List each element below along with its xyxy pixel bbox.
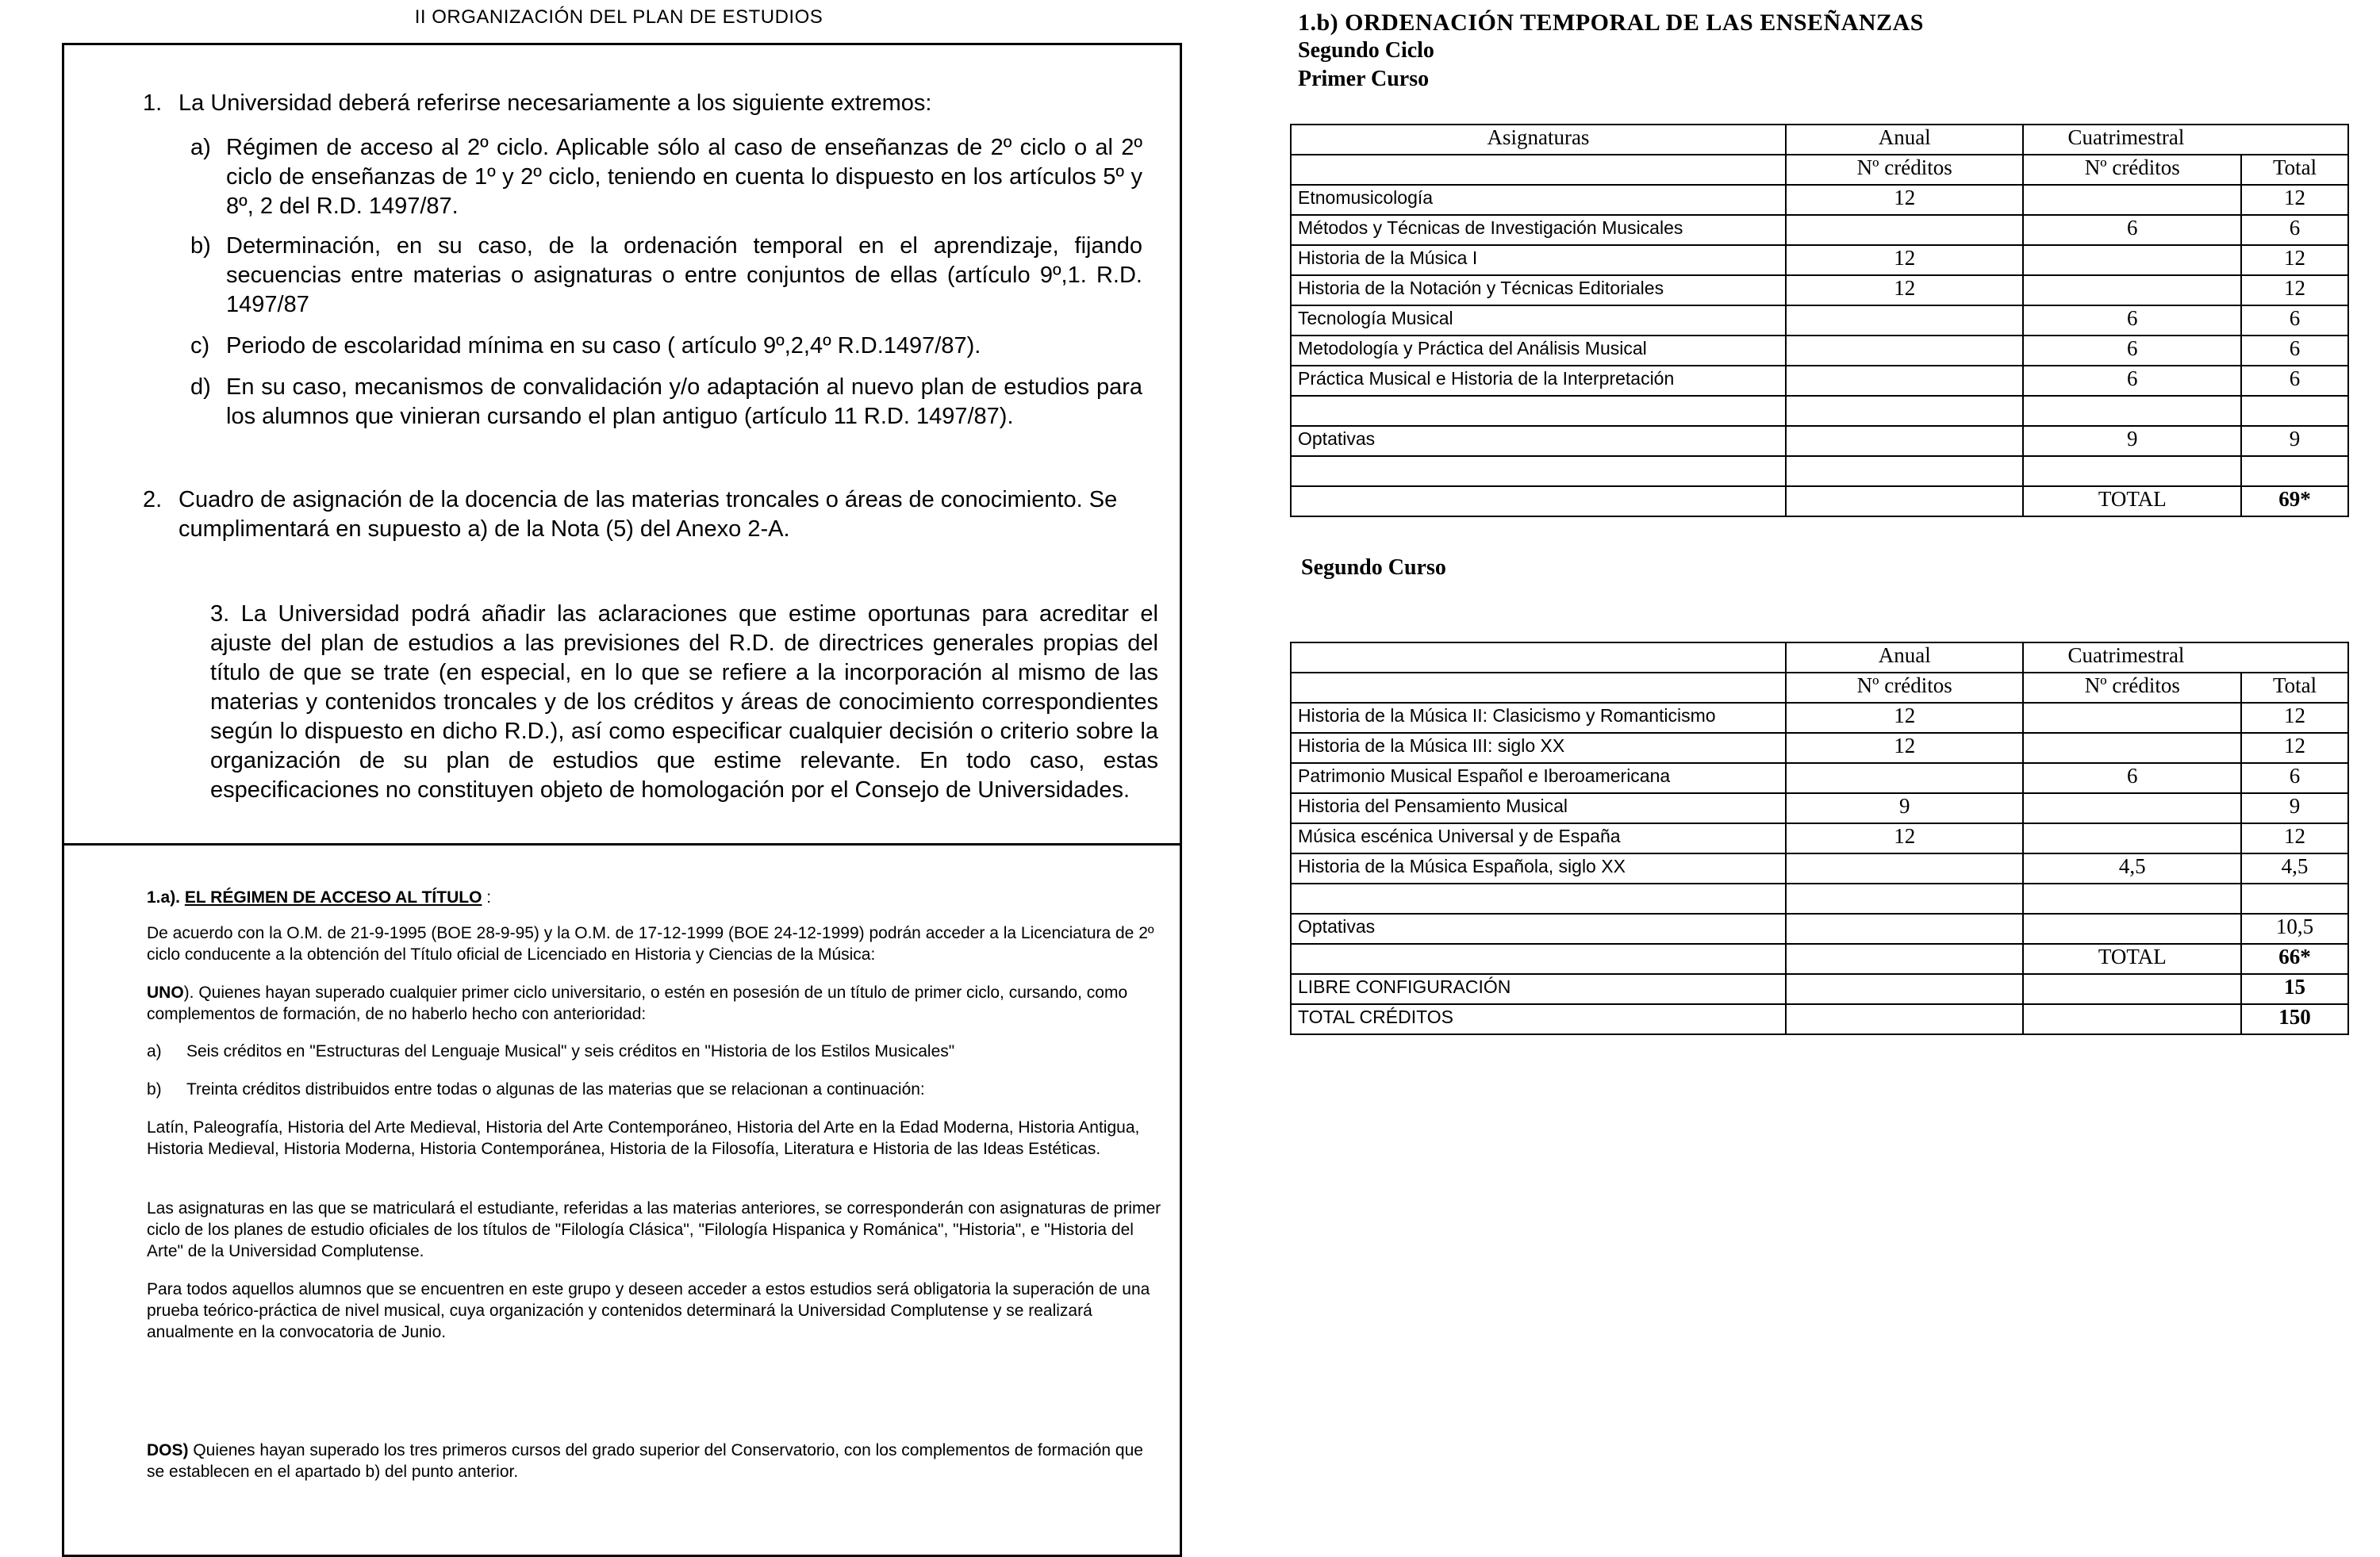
ordenacion-title: 1.b) ORDENACIÓN TEMPORAL DE LAS ENSEÑANZAS <box>1298 10 1924 36</box>
header-total: Total <box>2241 673 2348 703</box>
subject-name: Optativas <box>1291 426 1786 456</box>
total-creditos-label: TOTAL CRÉDITOS <box>1291 1004 1786 1034</box>
cuatrimestral-credits <box>2023 703 2241 733</box>
anual-credits <box>1786 763 2024 793</box>
header-anual: Anual <box>1786 125 2024 155</box>
subject-name: Historia de la Notación y Técnicas Editoriales <box>1291 275 1786 305</box>
subject-name: Metodología y Práctica del Análisis Musical <box>1291 336 1786 366</box>
table-row <box>1291 185 2348 215</box>
item-1b-letter: b) <box>190 233 211 259</box>
total-credits: 6 <box>2241 305 2348 336</box>
access-prueba: Para todos aquellos alumnos que se encuentren en este grupo y deseen acceder a estos estudios será obligatoria la superación de una prueba teórico-práctica de nivel musical, cuya organización y contenidos determinará la Universidad Complutense y se realizará anualmente en la convocatoria de Junio. <box>147 1280 1150 1341</box>
total-segundo-curso-value: 66* <box>2241 944 2348 974</box>
table-primer-curso <box>1290 124 2349 517</box>
libre-configuracion-row <box>1291 974 2348 1004</box>
item-1-text: La Universidad deberá referirse necesariamente a los siguiente extremos: <box>178 90 932 116</box>
access-dos-text: Quienes hayan superado los tres primeros cursos del grado superior del Conservatorio, con los complementos de formación que se establecen en el apartado b) del punto anterior. <box>147 1441 1143 1481</box>
access-b-text: Treinta créditos distribuidos entre todas o algunas de las materias que se relacionan a continuación: <box>186 1080 925 1099</box>
access-uno-text: ). Quienes hayan superado cualquier primer ciclo universitario, o estén en posesión de un título de primer ciclo, cursando, como complementos de formación, de no haberlo hecho con anterioridad: <box>147 984 1128 1023</box>
cuatrimestral-credits <box>2023 456 2241 486</box>
total-credits: 12 <box>2241 703 2348 733</box>
total-primer-curso-row <box>1291 486 2348 516</box>
anual-credits: 12 <box>1786 185 2024 215</box>
access-materias: Latín, Paleografía, Historia del Arte Medieval, Historia del Arte Contemporáneo, Historia del Arte en la Edad Moderna, Historia Antigua, Historia Medieval, Historia Moderna, Historia Contemporánea, Historia de la Filosofía, Literatura e Historia de las Ideas Estéticas. <box>147 1118 1140 1158</box>
table-row <box>1291 305 2348 336</box>
item-2-number: 2. <box>143 487 163 512</box>
libre-configuracion-label: LIBRE CONFIGURACIÓN <box>1291 974 1786 1004</box>
table-row <box>1291 366 2348 396</box>
anual-credits <box>1786 426 2024 456</box>
table-row <box>1291 245 2348 275</box>
subject-name: Historia del Pensamiento Musical <box>1291 793 1786 823</box>
subject-name <box>1291 456 1786 486</box>
access-title-number: 1.a). <box>147 888 181 907</box>
total-credits: 12 <box>2241 185 2348 215</box>
table-row <box>1291 884 2348 914</box>
subject-name: Métodos y Técnicas de Investigación Musicales <box>1291 215 1786 245</box>
subject-name: Etnomusicología <box>1291 185 1786 215</box>
total-credits: 6 <box>2241 336 2348 366</box>
empty-cell <box>2023 1004 2241 1034</box>
header-cuatrimestral: Cuatrimestral <box>2023 642 2348 673</box>
cuatrimestral-credits <box>2023 733 2241 763</box>
empty-cell <box>1291 944 1786 974</box>
total-credits <box>2241 884 2348 914</box>
header-creditos-anual: Nº créditos <box>1786 673 2024 703</box>
cuatrimestral-credits <box>2023 275 2241 305</box>
total-creditos-row <box>1291 1004 2348 1034</box>
total-credits: 12 <box>2241 275 2348 305</box>
item-1b-text: Determinación, en su caso, de la ordenación temporal en el aprendizaje, fijando secuencias entre materias o asignaturas o entre conjuntos de ellas (artículo 9º,1. R.D. 1497/87 <box>226 233 1142 317</box>
access-a-text: Seis créditos en "Estructuras del Lenguaje Musical" y seis créditos en "Historia de los Estilos Musicales" <box>186 1042 955 1060</box>
table-segundo-curso <box>1290 642 2349 1035</box>
header-empty <box>1291 155 1786 185</box>
cuatrimestral-credits <box>2023 396 2241 426</box>
table-row <box>1291 793 2348 823</box>
table-header-row <box>1291 125 2348 155</box>
section-header: II ORGANIZACIÓN DEL PLAN DE ESTUDIOS <box>414 6 823 28</box>
empty-cell <box>1291 486 1786 516</box>
total-credits: 9 <box>2241 793 2348 823</box>
curso1-label: Primer Curso <box>1298 67 1430 91</box>
subject-name: Historia de la Música III: siglo XX <box>1291 733 1786 763</box>
table-row <box>1291 426 2348 456</box>
table-header-row <box>1291 642 2348 673</box>
table-row <box>1291 703 2348 733</box>
empty-cell <box>1786 944 2024 974</box>
anual-credits <box>1786 305 2024 336</box>
anual-credits <box>1786 366 2024 396</box>
header-creditos-cuatrimestral: Nº créditos <box>2023 155 2241 185</box>
access-dos-label: DOS) <box>147 1441 189 1459</box>
anual-credits <box>1786 914 2024 944</box>
item-1a-letter: a) <box>190 135 211 160</box>
table-row <box>1291 733 2348 763</box>
total-credits: 12 <box>2241 733 2348 763</box>
subject-name <box>1291 884 1786 914</box>
access-uno <box>147 982 1162 1025</box>
anual-credits: 12 <box>1786 823 2024 853</box>
anual-credits <box>1786 336 2024 366</box>
anual-credits <box>1786 853 2024 884</box>
cuatrimestral-credits: 6 <box>2023 336 2241 366</box>
cuatrimestral-credits <box>2023 245 2241 275</box>
subject-name: Música escénica Universal y de España <box>1291 823 1786 853</box>
cuatrimestral-credits <box>2023 823 2241 853</box>
access-dos <box>147 1440 1162 1482</box>
item-3-text: 3. La Universidad podrá añadir las aclaraciones que estime oportunas para acreditar el ajuste del plan de estudios a las previsiones del R.D. de directrices generales propias del título de que se trate (en especial, en lo que se refiere a la incorporación al mismo de las materias y contenidos troncales y de los créditos y áreas de conocimiento correspondientes según lo dispuesto en dicho R.D.), así como especificar cualquier decisión o criterio sobre la organización de su plan de estudios que estime relevante. En todo caso, estas especificaciones no constituyen objeto de homologación por el Consejo de Universidades. <box>210 601 1158 803</box>
header-empty <box>1291 673 1786 703</box>
cuatrimestral-credits <box>2023 914 2241 944</box>
total-credits: 12 <box>2241 245 2348 275</box>
table-row <box>1291 823 2348 853</box>
header-creditos-cuatrimestral: Nº créditos <box>2023 673 2241 703</box>
item-1c-letter: c) <box>190 333 210 359</box>
header-asignaturas: Asignaturas <box>1291 125 1786 155</box>
empty-cell <box>1786 486 2024 516</box>
anual-credits: 12 <box>1786 275 2024 305</box>
empty-cell <box>2023 974 2241 1004</box>
total-creditos-value: 150 <box>2241 1004 2348 1034</box>
table-row <box>1291 853 2348 884</box>
table-row <box>1291 336 2348 366</box>
anual-credits <box>1786 884 2024 914</box>
access-b-label: b) <box>147 1080 162 1099</box>
item-1c-text: Periodo de escolaridad mínima en su caso ( artículo 9º,2,4º R.D.1497/87). <box>226 333 981 359</box>
anual-credits: 12 <box>1786 703 2024 733</box>
total-credits: 10,5 <box>2241 914 2348 944</box>
cuatrimestral-credits: 6 <box>2023 305 2241 336</box>
header-empty <box>1291 642 1786 673</box>
empty-cell <box>1786 974 2024 1004</box>
table-row <box>1291 456 2348 486</box>
cuatrimestral-credits: 6 <box>2023 763 2241 793</box>
table-row <box>1291 763 2348 793</box>
item-1-number: 1. <box>143 90 163 116</box>
subject-name: Tecnología Musical <box>1291 305 1786 336</box>
total-segundo-curso-label: TOTAL <box>2023 944 2241 974</box>
cuatrimestral-credits: 4,5 <box>2023 853 2241 884</box>
header-anual: Anual <box>1786 642 2024 673</box>
cuatrimestral-credits <box>2023 185 2241 215</box>
access-title-suffix: : <box>482 888 492 907</box>
cuatrimestral-credits <box>2023 793 2241 823</box>
cuatrimestral-credits: 6 <box>2023 215 2241 245</box>
subject-name: Historia de la Música I <box>1291 245 1786 275</box>
total-credits: 4,5 <box>2241 853 2348 884</box>
table-subheader-row <box>1291 673 2348 703</box>
access-a-label: a) <box>147 1042 162 1060</box>
access-title-text: EL RÉGIMEN DE ACCESO AL TÍTULO <box>184 888 482 907</box>
header-cuatrimestral: Cuatrimestral <box>2023 125 2348 155</box>
ciclo-label: Segundo Ciclo <box>1298 38 1434 63</box>
total-credits: 6 <box>2241 215 2348 245</box>
subject-name: Práctica Musical e Historia de la Interpretación <box>1291 366 1786 396</box>
header-total: Total <box>2241 155 2348 185</box>
cuatrimestral-credits: 9 <box>2023 426 2241 456</box>
anual-credits: 12 <box>1786 245 2024 275</box>
access-uno-label: UNO <box>147 984 184 1002</box>
total-credits: 9 <box>2241 426 2348 456</box>
item-1a-text: Régimen de acceso al 2º ciclo. Aplicable sólo al caso de enseñanzas de 2º ciclo o al 2º ciclo de enseñanzas de 1º y 2º ciclo, teniendo en cuenta lo dispuesto en los artículos 5º y 8º, 2 del R.D. 1497/87. <box>226 135 1142 219</box>
table-row <box>1291 275 2348 305</box>
table-row <box>1291 396 2348 426</box>
total-primer-curso-label: TOTAL <box>2023 486 2241 516</box>
total-credits: 6 <box>2241 366 2348 396</box>
subject-name: Historia de la Música Española, siglo XX <box>1291 853 1786 884</box>
table-row <box>1291 914 2348 944</box>
item-2-text: Cuadro de asignación de la docencia de las materias troncales o áreas de conocimiento. Se cumplimentará en supuesto a) de la Nota (5) del Anexo 2-A. <box>178 487 1118 542</box>
anual-credits <box>1786 456 2024 486</box>
anual-credits: 12 <box>1786 733 2024 763</box>
access-title <box>147 887 491 908</box>
libre-configuracion-value: 15 <box>2241 974 2348 1004</box>
item-1d-text: En su caso, mecanismos de convalidación y/o adaptación al nuevo plan de estudios para los alumnos que vinieran cursando el plan antiguo (artículo 11 R.D. 1497/87). <box>226 374 1142 429</box>
cuatrimestral-credits: 6 <box>2023 366 2241 396</box>
subject-name: Optativas <box>1291 914 1786 944</box>
total-credits <box>2241 396 2348 426</box>
item-1d-letter: d) <box>190 374 211 400</box>
access-asignaturas: Las asignaturas en las que se matriculará el estudiante, referidas a las materias anteriores, se corresponderán con asignaturas de primer ciclo de los planes de estudio oficiales de los títulos de "Filología Clásica", "Filología Hispanica y Románica", "Historia", e "Historia del Arte" de la Universidad Complutense. <box>147 1199 1161 1260</box>
total-credits <box>2241 456 2348 486</box>
table-row <box>1291 215 2348 245</box>
anual-credits <box>1786 215 2024 245</box>
anual-credits: 9 <box>1786 793 2024 823</box>
subject-name <box>1291 396 1786 426</box>
total-credits: 12 <box>2241 823 2348 853</box>
total-segundo-curso-row <box>1291 944 2348 974</box>
anual-credits <box>1786 396 2024 426</box>
header-creditos-anual: Nº créditos <box>1786 155 2024 185</box>
subject-name: Patrimonio Musical Español e Iberoamericana <box>1291 763 1786 793</box>
access-intro: De acuerdo con la O.M. de 21-9-1995 (BOE 28-9-95) y la O.M. de 17-12-1999 (BOE 24-12-1999) podrán acceder a la Licenciatura de 2º ciclo conducente a la obtención del Título oficial de Licenciado en Historia y Ciencias de la Música: <box>147 924 1154 964</box>
cuatrimestral-credits <box>2023 884 2241 914</box>
subject-name: Historia de la Música II: Clasicismo y Romanticismo <box>1291 703 1786 733</box>
total-credits: 6 <box>2241 763 2348 793</box>
curso2-label: Segundo Curso <box>1301 555 1446 580</box>
total-primer-curso-value: 69* <box>2241 486 2348 516</box>
table-subheader-row <box>1291 155 2348 185</box>
empty-cell <box>1786 1004 2024 1034</box>
